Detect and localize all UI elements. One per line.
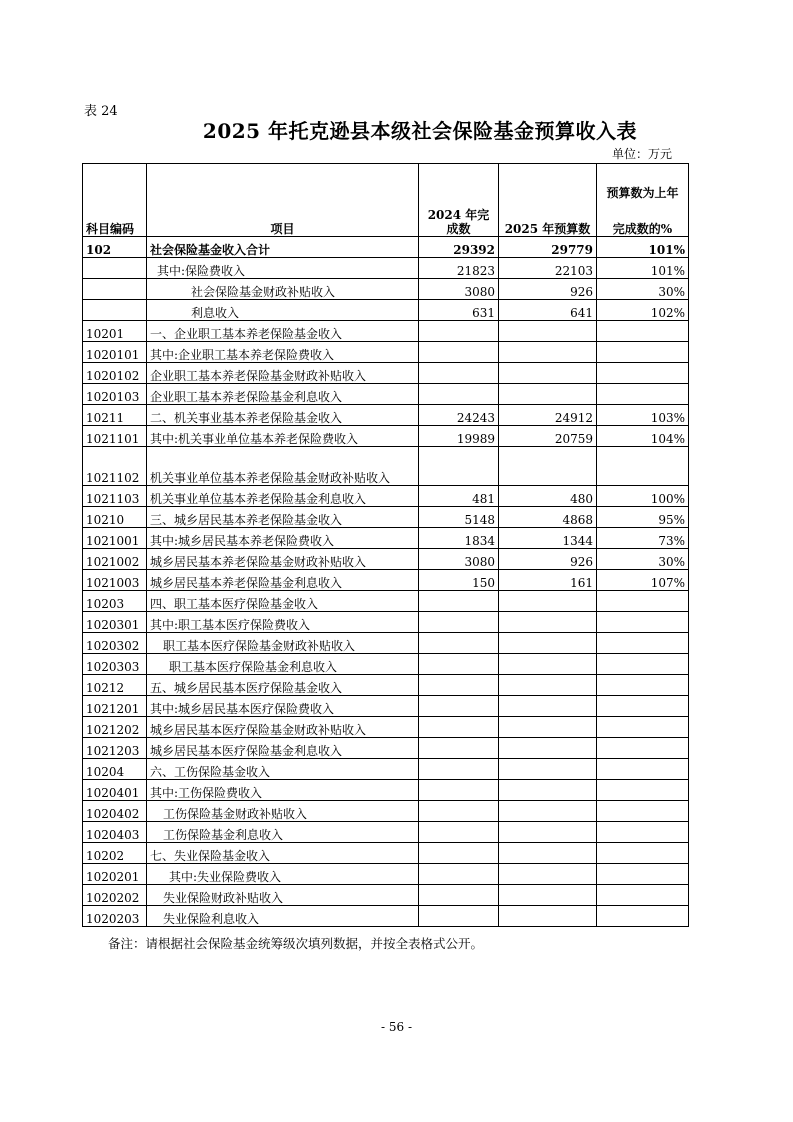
row-percent: [597, 801, 689, 822]
row-percent: [597, 696, 689, 717]
row-2025-budget: 641: [499, 300, 597, 321]
row-2024-actual: 24243: [419, 405, 499, 426]
row-percent: [597, 864, 689, 885]
table-row: [83, 696, 689, 717]
row-percent: [597, 363, 689, 384]
table-row: [83, 447, 689, 486]
row-item: 企业职工基本养老保险基金利息收入: [147, 384, 419, 405]
row-2025-budget: 926: [499, 279, 597, 300]
table-body: [83, 237, 689, 927]
row-2024-actual: 3080: [419, 279, 499, 300]
row-code: 102: [83, 237, 147, 258]
table-row: [83, 738, 689, 759]
table-row: [83, 780, 689, 801]
table-row: [83, 342, 689, 363]
row-item: 其中:城乡居民基本医疗保险费收入: [147, 696, 419, 717]
row-2024-actual: [419, 822, 499, 843]
row-2024-actual: [419, 696, 499, 717]
row-2025-budget: [499, 906, 597, 927]
row-2024-actual: [419, 591, 499, 612]
row-item: 其中:保险费收入: [147, 258, 419, 279]
table-row: [83, 885, 689, 906]
row-percent: [597, 321, 689, 342]
row-item: 四、职工基本医疗保险基金收入: [147, 591, 419, 612]
row-2025-budget: 24912: [499, 405, 597, 426]
row-code: 1020303: [83, 654, 147, 675]
row-percent: [597, 342, 689, 363]
row-2025-budget: [499, 738, 597, 759]
row-item: 城乡居民基本养老保险基金利息收入: [147, 570, 419, 591]
row-item: 职工基本医疗保险基金财政补贴收入: [147, 633, 419, 654]
row-code: 1020403: [83, 822, 147, 843]
row-code: 1021001: [83, 528, 147, 549]
row-code: 10211: [83, 405, 147, 426]
row-code: 1020301: [83, 612, 147, 633]
row-2024-actual: 21823: [419, 258, 499, 279]
row-item: 七、失业保险基金收入: [147, 843, 419, 864]
row-2024-actual: [419, 342, 499, 363]
table-row: [83, 528, 689, 549]
table-row: [83, 633, 689, 654]
row-percent: [597, 717, 689, 738]
row-item: 城乡居民基本医疗保险基金财政补贴收入: [147, 717, 419, 738]
row-2024-actual: [419, 654, 499, 675]
row-2024-actual: 1834: [419, 528, 499, 549]
table-row: [83, 612, 689, 633]
table-row: [83, 237, 689, 258]
row-code: 1021002: [83, 549, 147, 570]
row-2025-budget: [499, 591, 597, 612]
row-item: 其中:失业保险费收入: [147, 864, 419, 885]
row-2024-actual: [419, 384, 499, 405]
row-percent: [597, 654, 689, 675]
row-code: 10201: [83, 321, 147, 342]
row-item: 六、工伤保险基金收入: [147, 759, 419, 780]
row-item: 职工基本医疗保险基金利息收入: [147, 654, 419, 675]
row-item: 社会保险基金收入合计: [147, 237, 419, 258]
table-row: [83, 843, 689, 864]
row-2025-budget: [499, 759, 597, 780]
table-row: [83, 591, 689, 612]
row-2024-actual: [419, 321, 499, 342]
row-2025-budget: [499, 675, 597, 696]
row-2024-actual: 481: [419, 486, 499, 507]
row-2025-budget: 161: [499, 570, 597, 591]
budget-revenue-table: [82, 163, 689, 927]
row-percent: [597, 384, 689, 405]
row-percent: [597, 447, 689, 486]
row-2025-budget: [499, 822, 597, 843]
row-percent: [597, 843, 689, 864]
row-2024-actual: [419, 843, 499, 864]
table-row: [83, 864, 689, 885]
row-percent: [597, 759, 689, 780]
row-code: [83, 258, 147, 279]
row-2024-actual: 631: [419, 300, 499, 321]
row-code: 1021101: [83, 426, 147, 447]
table-row: [83, 717, 689, 738]
row-2025-budget: [499, 342, 597, 363]
row-code: 1020203: [83, 906, 147, 927]
header-percent: [597, 164, 689, 237]
row-2025-budget: [499, 633, 597, 654]
row-code: 1020103: [83, 384, 147, 405]
row-code: 1021003: [83, 570, 147, 591]
header-code: 科目编码: [83, 164, 147, 237]
row-item: 失业保险财政补贴收入: [147, 885, 419, 906]
row-item: 三、城乡居民基本养老保险基金收入: [147, 507, 419, 528]
row-2025-budget: [499, 384, 597, 405]
row-code: 1020402: [83, 801, 147, 822]
row-code: 10204: [83, 759, 147, 780]
row-percent: 102%: [597, 300, 689, 321]
row-2025-budget: 480: [499, 486, 597, 507]
table-row: [83, 258, 689, 279]
row-2024-actual: 29392: [419, 237, 499, 258]
row-2024-actual: [419, 363, 499, 384]
page-title: 2025 年托克逊县本级社会保险基金预算收入表: [202, 119, 638, 143]
header-percent-line1: 预算数为上年: [606, 186, 679, 200]
table-row: [83, 405, 689, 426]
row-code: 1020102: [83, 363, 147, 384]
row-percent: 101%: [597, 258, 689, 279]
row-percent: [597, 675, 689, 696]
row-2024-actual: 3080: [419, 549, 499, 570]
table-row: [83, 654, 689, 675]
header-2024-actual: 2024 年完成数: [419, 164, 499, 237]
row-2025-budget: [499, 780, 597, 801]
row-percent: 30%: [597, 549, 689, 570]
row-item: 其中:企业职工基本养老保险费收入: [147, 342, 419, 363]
table-row: [83, 759, 689, 780]
row-code: 1020201: [83, 864, 147, 885]
row-code: 10203: [83, 591, 147, 612]
row-item: 二、机关事业基本养老保险基金收入: [147, 405, 419, 426]
row-code: 1021203: [83, 738, 147, 759]
row-item: 其中:机关事业单位基本养老保险费收入: [147, 426, 419, 447]
row-percent: [597, 591, 689, 612]
row-percent: 104%: [597, 426, 689, 447]
table-row: [83, 906, 689, 927]
row-2025-budget: [499, 801, 597, 822]
row-percent: 101%: [597, 237, 689, 258]
table-row: [83, 363, 689, 384]
row-2025-budget: [499, 864, 597, 885]
row-percent: 103%: [597, 405, 689, 426]
row-2025-budget: 29779: [499, 237, 597, 258]
row-percent: 30%: [597, 279, 689, 300]
row-2024-actual: [419, 633, 499, 654]
header-2025-budget: 2025 年预算数: [499, 164, 597, 237]
table-row: [83, 300, 689, 321]
unit-label: 单位：万元: [612, 147, 673, 161]
row-2025-budget: 4868: [499, 507, 597, 528]
row-percent: 107%: [597, 570, 689, 591]
row-2025-budget: [499, 612, 597, 633]
row-2024-actual: [419, 447, 499, 486]
row-2024-actual: [419, 675, 499, 696]
row-percent: [597, 885, 689, 906]
row-2024-actual: [419, 864, 499, 885]
row-2025-budget: 1344: [499, 528, 597, 549]
row-percent: 100%: [597, 486, 689, 507]
row-2024-actual: [419, 738, 499, 759]
row-percent: [597, 633, 689, 654]
row-2025-budget: [499, 654, 597, 675]
row-item: 企业职工基本养老保险基金财政补贴收入: [147, 363, 419, 384]
table-row: [83, 801, 689, 822]
row-code: 1021202: [83, 717, 147, 738]
row-2024-actual: [419, 612, 499, 633]
row-2025-budget: 926: [499, 549, 597, 570]
row-2024-actual: 19989: [419, 426, 499, 447]
row-code: 1020101: [83, 342, 147, 363]
row-item: 五、城乡居民基本医疗保险基金收入: [147, 675, 419, 696]
page-number: - 56 -: [380, 1020, 412, 1034]
row-percent: 73%: [597, 528, 689, 549]
row-percent: [597, 612, 689, 633]
row-2025-budget: [499, 696, 597, 717]
table-row: [83, 822, 689, 843]
row-code: 1020302: [83, 633, 147, 654]
row-2024-actual: [419, 759, 499, 780]
row-2025-budget: [499, 447, 597, 486]
row-item: 工伤保险基金利息收入: [147, 822, 419, 843]
row-item: 城乡居民基本养老保险基金财政补贴收入: [147, 549, 419, 570]
table-row: [83, 675, 689, 696]
row-2025-budget: [499, 843, 597, 864]
row-item: 其中:城乡居民基本养老保险费收入: [147, 528, 419, 549]
row-code: 10212: [83, 675, 147, 696]
row-percent: [597, 906, 689, 927]
header-item: 项目: [147, 164, 419, 237]
row-item: 其中:职工基本医疗保险费收入: [147, 612, 419, 633]
row-code: 1020401: [83, 780, 147, 801]
row-2024-actual: [419, 780, 499, 801]
row-code: [83, 279, 147, 300]
row-2024-actual: 150: [419, 570, 499, 591]
row-2024-actual: [419, 885, 499, 906]
row-percent: 95%: [597, 507, 689, 528]
row-item: 机关事业单位基本养老保险基金财政补贴收入: [147, 447, 419, 486]
row-code: [83, 300, 147, 321]
row-2025-budget: [499, 363, 597, 384]
row-percent: [597, 780, 689, 801]
row-item: 失业保险利息收入: [147, 906, 419, 927]
table-row: [83, 486, 689, 507]
table-header-row: [83, 164, 689, 237]
table-row: [83, 570, 689, 591]
row-code: 10210: [83, 507, 147, 528]
row-item: 工伤保险基金财政补贴收入: [147, 801, 419, 822]
row-item: 利息收入: [147, 300, 419, 321]
footnote: 备注：请根据社会保险基金统筹级次填列数据，并按全表格式公开。: [108, 936, 484, 951]
table-row: [83, 384, 689, 405]
row-2025-budget: [499, 885, 597, 906]
row-2025-budget: 20759: [499, 426, 597, 447]
row-code: 1021103: [83, 486, 147, 507]
row-2024-actual: [419, 717, 499, 738]
row-2025-budget: [499, 717, 597, 738]
row-item: 一、企业职工基本养老保险基金收入: [147, 321, 419, 342]
row-code: 10202: [83, 843, 147, 864]
row-code: 1020202: [83, 885, 147, 906]
row-item: 城乡居民基本医疗保险基金利息收入: [147, 738, 419, 759]
header-percent-line2: 完成数的%: [612, 222, 673, 236]
table-row: [83, 549, 689, 570]
table-row: [83, 279, 689, 300]
table-row: [83, 321, 689, 342]
row-percent: [597, 822, 689, 843]
row-2025-budget: [499, 321, 597, 342]
row-2025-budget: 22103: [499, 258, 597, 279]
row-item: 社会保险基金财政补贴收入: [147, 279, 419, 300]
row-2024-actual: 5148: [419, 507, 499, 528]
row-item: 机关事业单位基本养老保险基金利息收入: [147, 486, 419, 507]
table-row: [83, 426, 689, 447]
row-item: 其中:工伤保险费收入: [147, 780, 419, 801]
table-number-label: 表 24: [84, 104, 118, 119]
row-2024-actual: [419, 906, 499, 927]
row-code: 1021201: [83, 696, 147, 717]
row-code: 1021102: [83, 447, 147, 486]
row-percent: [597, 738, 689, 759]
table-row: [83, 507, 689, 528]
row-2024-actual: [419, 801, 499, 822]
